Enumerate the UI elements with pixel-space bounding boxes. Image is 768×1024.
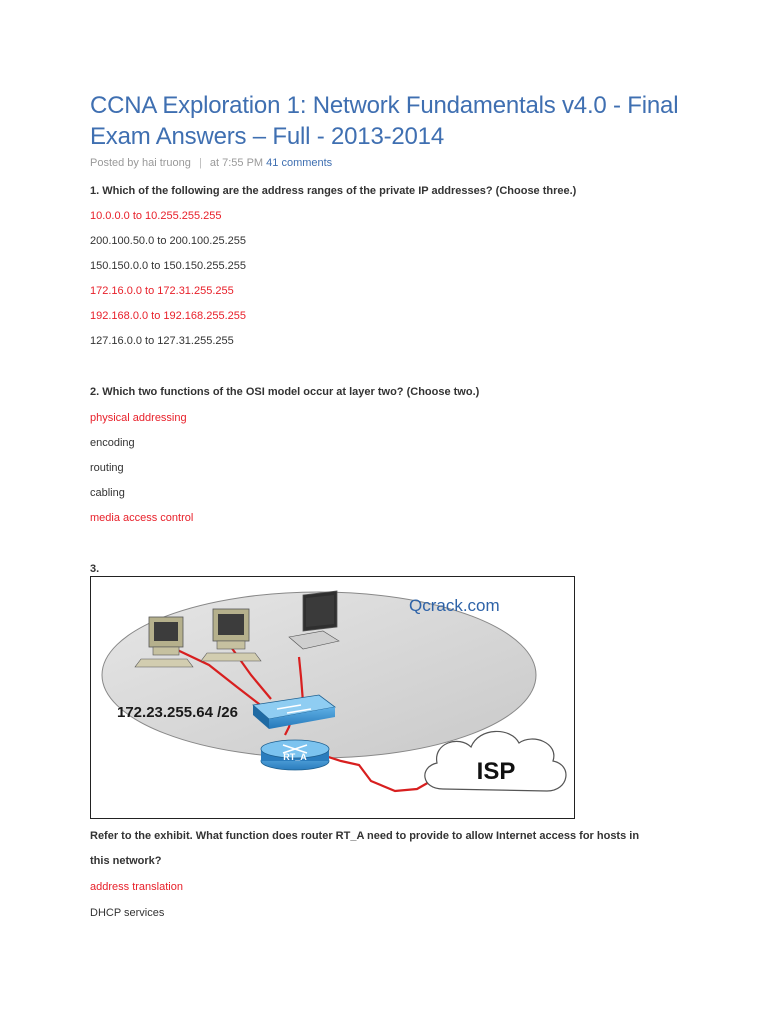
post-meta — [90, 157, 332, 169]
answer-option: 200.100.50.0 to 200.100.25.255 — [90, 235, 246, 247]
network-diagram — [91, 577, 574, 818]
question-2: 2. Which two functions of the OSI model occur at layer two? (Choose two.) — [90, 386, 480, 398]
meta-separator: | — [198, 157, 202, 169]
question-3-line-1: Refer to the exhibit. What function does router RT_A need to provide to allow Internet access for hosts in — [90, 830, 640, 842]
exhibit-image — [90, 576, 575, 819]
watermark: Qcrack.com — [409, 596, 500, 615]
answer-option: cabling — [90, 487, 125, 499]
isp-label: ISP — [476, 758, 516, 785]
answer-option: 10.0.0.0 to 10.255.255.255 — [90, 210, 222, 222]
answer-option: physical addressing — [90, 412, 187, 424]
answer-option: routing — [90, 462, 124, 474]
network-label: 172.23.255.64 /26 — [117, 704, 238, 721]
answer-option: 192.168.0.0 to 192.168.255.255 — [90, 310, 246, 322]
post-time: at 7:55 PM — [209, 157, 264, 169]
answer-option: 127.16.0.0 to 127.31.255.255 — [90, 335, 234, 347]
answer-option: DHCP services — [90, 907, 165, 919]
question-3-number: 3. — [90, 563, 100, 575]
comments-link[interactable]: 41 comments — [266, 157, 333, 169]
answer-option: encoding — [90, 437, 135, 449]
question-3-line-2: this network? — [90, 855, 162, 867]
question-1: 1. Which of the following are the address ranges of the private IP addresses? (Choose three.) — [90, 185, 577, 197]
answer-option: address translation — [90, 881, 183, 893]
post-title[interactable]: CCNA Exploration 1: Network Fundamentals v4.0 - Final Exam Answers – Full - 2013-2014 — [90, 92, 679, 150]
answer-option: media access control — [90, 512, 194, 524]
answer-option: 172.16.0.0 to 172.31.255.255 — [90, 285, 234, 297]
router-label: RT_A — [283, 752, 307, 762]
answer-option: 150.150.0.0 to 150.150.255.255 — [90, 260, 246, 272]
post-author: Posted by hai truong — [90, 157, 191, 169]
